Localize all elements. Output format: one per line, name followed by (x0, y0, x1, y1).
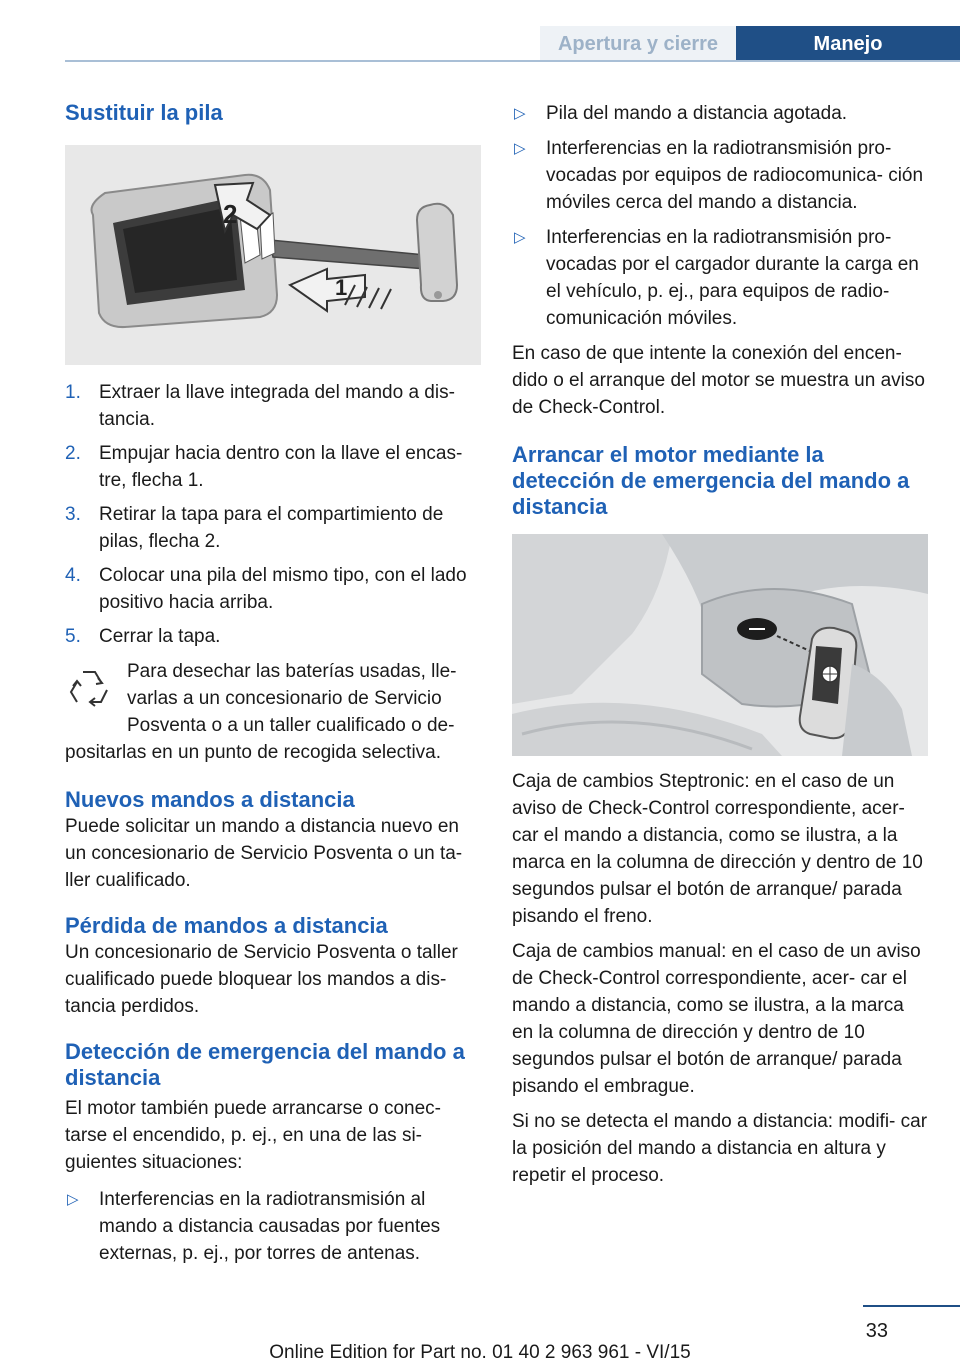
step-text: Retirar la tapa para el compartimiento de pilas, flecha 2. (99, 504, 444, 552)
left-column (65, 100, 481, 1275)
bullet-text: Interferencias en la radiotransmisión pro‐ vocadas por el cargador durante la carga en el vehículo, p. ej., para equipos de radio‐ comunicación móviles. (546, 227, 919, 329)
step-text: Cerrar la tapa. (99, 626, 221, 647)
section-tab[interactable]: Apertura y cierre (540, 26, 736, 62)
emergency-detection-heading: Detección de emergencia del mando a distancia (65, 1039, 465, 1090)
battery-steps (65, 379, 481, 650)
key-battery-figure (65, 145, 481, 365)
step-text: Empujar hacia dentro con la llave el encas‐ tre, flecha 1. (99, 443, 463, 491)
bullet-item (512, 135, 928, 216)
step-number: 4. (65, 565, 81, 586)
battery-heading: Sustituir la pila (65, 100, 223, 125)
step-item (65, 623, 481, 650)
steptronic-text: Caja de cambios Steptronic: en el caso de un aviso de Check-Control correspondiente, acer‐ car el mando a distancia, como se ilustra, a la marca en la columna de dirección y dentro de 10 segundos pulsar el botón de arranque/ parada pisando el freno. (512, 771, 923, 927)
step-text: Colocar una pila del mismo tipo, con el lado positivo hacia arriba. (99, 565, 467, 613)
edition-footer: Online Edition for Part no. 01 40 2 963 961 - VI/15 (269, 1342, 691, 1363)
step-number: 3. (65, 504, 81, 525)
lost-remote-heading: Pérdida de mandos a distancia (65, 913, 388, 938)
steering-column-figure (512, 534, 928, 756)
bullet-item (65, 1186, 481, 1267)
bullet-text: Pila del mando a distancia agotada. (546, 103, 848, 124)
bullet-item (512, 100, 928, 127)
step-text: Extraer la llave integrada del mando a dis‐ tancia. (99, 382, 455, 430)
check-control-text: En caso de que intente la conexión del encen‐ dido o el arranque del motor se muestra un aviso de Check-Control. (512, 343, 925, 418)
new-remote-heading: Nuevos mandos a distancia (65, 787, 355, 812)
emergency-detection-text: El motor también puede arrancarse o conec‐ tarse el encendido, p. ej., en una de las si‐ guientes situaciones: (65, 1098, 441, 1173)
recycle-icon (65, 664, 113, 712)
header-rule (65, 60, 960, 62)
key-battery-illustration (65, 145, 481, 365)
right-column (512, 100, 928, 1189)
new-remote-text: Puede solicitar un mando a distancia nuevo en un concesionario de Servicio Posventa o un ta‐ ller cualificado. (65, 816, 463, 891)
bullet-text: Interferencias en la radiotransmisión al mando a distancia causadas por fuentes externas, p. ej., por torres de antenas. (99, 1189, 441, 1264)
step-item (65, 440, 481, 494)
bullet-triangle-icon: ▷ (67, 1191, 79, 1208)
right-bullet-list (512, 100, 928, 332)
start-engine-heading: Arrancar el motor mediante la detección de emergencia del mando a distancia (512, 442, 910, 519)
bullet-item (512, 224, 928, 332)
arrow-1-label: 1 (335, 275, 348, 300)
page-number: 33 (865, 1320, 888, 1342)
bullet-triangle-icon: ▷ (514, 140, 526, 157)
bullet-text: Interferencias en la radiotransmisión pro‐ vocadas por equipos de radiocomunica‐ ción móviles cerca del mando a distancia. (546, 138, 924, 213)
recycle-note-text: Para desechar las baterías usadas, lle‐ varlas a un concesionario de Servicio Posventa o a un taller cualificado o de‐ (127, 661, 457, 736)
chapter-tab[interactable]: Manejo (736, 26, 960, 62)
step-number: 2. (65, 443, 81, 464)
step-item (65, 562, 481, 616)
bullet-triangle-icon: ▷ (514, 105, 526, 122)
step-number: 5. (65, 626, 81, 647)
step-number: 1. (65, 382, 81, 403)
arrow-2-label: 2 (223, 199, 238, 229)
steering-column-illustration (512, 534, 928, 756)
lost-remote-text: Un concesionario de Servicio Posventa o taller cualificado puede bloquear los mandos a dis‐ tancia perdidos. (65, 942, 458, 1017)
step-item (65, 379, 481, 433)
footer-rule (863, 1305, 960, 1307)
not-detected-text: Si no se detecta el mando a distancia: modifi‐ car la posición del mando a distancia en altura y repetir el proceso. (512, 1111, 928, 1186)
recycle-note-tail: positarlas en un punto de recogida selectiva. (65, 742, 442, 763)
bullet-triangle-icon: ▷ (514, 229, 526, 246)
left-bullet-list (65, 1186, 481, 1267)
manual-gearbox-text: Caja de cambios manual: en el caso de un aviso de Check-Control correspondiente, acer‐ car el mando a distancia, como se ilustra, a la marca en la columna de dirección y dentro de 10 segundos pulsar el botón de arranque/ parada pisando el embrague. (512, 941, 921, 1097)
recycle-note (65, 658, 481, 766)
step-item (65, 501, 481, 555)
